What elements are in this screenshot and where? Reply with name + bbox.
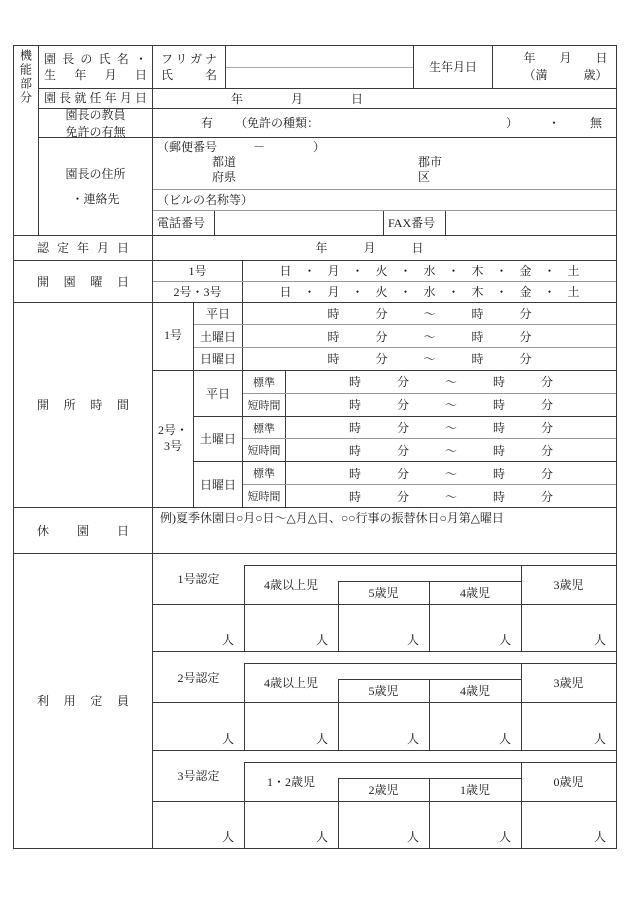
type23-saturday-group: [194, 416, 616, 462]
application-form-table: [13, 45, 617, 849]
standard-label: 標準: [243, 417, 286, 439]
saturday-label: 土曜日: [194, 325, 243, 347]
phone-value-area: [215, 211, 384, 235]
top-right-area: [39, 46, 616, 235]
count-unit: 人: [221, 633, 234, 648]
license-type-label: （免許の種類：: [235, 116, 320, 131]
age-group-label: 4歳以上児: [263, 577, 318, 592]
fax-label: FAX番号: [384, 211, 446, 235]
hours-type23-group: [153, 371, 616, 507]
fax-value-area: [446, 211, 616, 235]
weekday-standard-time: 時 分 ～ 時 分: [348, 375, 553, 390]
teaching-license-label: 園長の教員 免許の有無: [39, 109, 153, 137]
type23-weekday-group: [194, 371, 616, 416]
short-label: 短時間: [243, 439, 286, 461]
age-sub2-label: 4歳児: [459, 585, 490, 600]
age-sub2-label: 4歳児: [459, 684, 490, 699]
count-unit: 人: [498, 731, 511, 746]
weekday-short-time: 時 分 ～ 時 分: [348, 398, 553, 413]
building-name-row: [153, 190, 616, 211]
closed-days-label-cell: 休園日: [14, 508, 153, 553]
section-label-column: [14, 46, 39, 235]
saturday-time: 時 分 ～ 時 分: [327, 329, 532, 344]
count-unit: 人: [221, 731, 234, 746]
address-value-area: [153, 138, 616, 235]
opening-hours-row: [14, 303, 616, 508]
furigana-name-labels: [153, 46, 226, 88]
short-label: 短時間: [243, 394, 286, 416]
address-row: [39, 138, 616, 235]
city-label-1: 郡市: [418, 154, 443, 169]
hours-type1-label: 1号: [153, 303, 194, 370]
capacity-block-type3: [153, 750, 616, 848]
capacity-block-type1: [153, 554, 616, 651]
count-unit: 人: [593, 633, 606, 648]
license-yes: 有: [201, 116, 214, 131]
capacity-type-label: 2号認定: [177, 670, 220, 685]
city-label-2: 区: [418, 170, 431, 185]
type1-sunday-row: [194, 347, 616, 370]
sunday-short-time: 時 分 ～ 時 分: [348, 489, 553, 504]
count-unit: 人: [593, 830, 606, 844]
teaching-license-value: [153, 109, 616, 137]
license-separator: ・: [547, 116, 560, 131]
weekday-label: 平日: [194, 371, 243, 416]
count-unit: 人: [498, 633, 511, 648]
appointment-date-value: 年 月 日: [231, 91, 364, 106]
birthdate-value-area: [493, 46, 616, 88]
saturday-short-time: 時 分 ～ 時 分: [348, 443, 553, 458]
open-days-row: [14, 261, 616, 303]
weekday-time: 時 分 ～ 時 分: [327, 307, 532, 322]
age-right-label: 3歳児: [553, 577, 584, 592]
count-unit: 人: [406, 633, 419, 648]
birthdate-ymd: 年 月 日: [523, 51, 608, 66]
standard-label: 標準: [243, 371, 286, 393]
prefecture-label-1: 都道: [212, 154, 237, 169]
certification-date-label-cell: 認定年月日: [14, 236, 153, 260]
type23-sunday-group: [194, 461, 616, 507]
director-name-row: [39, 46, 616, 89]
capacity-label-cell: 利用定員: [14, 554, 153, 848]
type1-saturday-row: [194, 324, 616, 347]
sunday-label: 日曜日: [194, 348, 243, 370]
age-sub1-label: 5歳児: [368, 684, 399, 699]
saturday-standard-time: 時 分 ～ 時 分: [348, 421, 553, 435]
phone-fax-row: [153, 211, 616, 235]
count-unit: 人: [406, 731, 419, 746]
age-group-label: 4歳以上児: [263, 676, 318, 691]
capacity-block-type2: [153, 651, 616, 749]
type1-label: 1号: [153, 261, 243, 281]
count-unit: 人: [498, 830, 511, 844]
sunday-label: 日曜日: [194, 462, 243, 507]
type23-days: 日 ・ 月 ・ 火 ・ 水 ・ 木 ・ 金 ・ 土: [279, 285, 580, 300]
type1-weekday-row: [194, 303, 616, 325]
director-name-label: 園長の氏名・ 生年月日: [39, 46, 153, 88]
postal-address-area: [153, 138, 616, 190]
furigana-label: フリガナ: [161, 51, 217, 66]
closed-days-row: [14, 508, 616, 554]
opening-hours-label-cell: 開所時間: [14, 303, 153, 507]
count-unit: 人: [593, 731, 606, 746]
birthdate-age: （満 歳）: [523, 67, 608, 82]
type1-days: 日 ・ 月 ・ 火 ・ 水 ・ 木 ・ 金 ・ 土: [279, 264, 580, 279]
open-days-type23-row: [153, 282, 616, 302]
capacity-row: [14, 554, 616, 848]
capacity-type-label: 1号認定: [177, 572, 220, 587]
age-sub1-label: 2歳児: [368, 782, 399, 797]
count-unit: 人: [315, 731, 328, 746]
prefecture-label-2: 府県: [212, 170, 237, 185]
standard-label: 標準: [243, 462, 286, 484]
building-name-label: （ビルの名称等）: [157, 193, 254, 208]
section-label: 機能部分: [18, 49, 33, 105]
count-unit: 人: [315, 633, 328, 648]
name-input-area: [226, 46, 414, 88]
open-days-label-cell: 開園曜日: [14, 261, 153, 302]
count-unit: 人: [406, 830, 419, 844]
sunday-standard-time: 時 分 ～ 時 分: [348, 466, 553, 481]
certification-date-row: [14, 236, 616, 261]
capacity-type-label: 3号認定: [177, 769, 220, 784]
open-days-type1-row: [153, 261, 616, 282]
name-label: 氏名: [161, 67, 217, 82]
license-no: 無: [589, 116, 602, 131]
count-unit: 人: [221, 830, 234, 844]
age-group-label: 1・2歳児: [266, 774, 315, 789]
count-unit: 人: [315, 830, 328, 844]
furigana-name-divider: [226, 67, 413, 68]
type23-label: 2号・3号: [153, 282, 243, 302]
saturday-label: 土曜日: [194, 417, 243, 462]
appointment-date-label: 園長就任年月日: [39, 89, 153, 108]
closed-days-example: 例)夏季休園日○月○日～△月△日、○○行事の振替休日○月第△曜日: [160, 511, 504, 526]
age-sub2-label: 1歳児: [459, 782, 490, 797]
address-label: 園長の住所 ・連絡先: [39, 138, 153, 235]
top-section: [14, 46, 616, 236]
sunday-time: 時 分 ～ 時 分: [327, 352, 532, 367]
age-right-label: 0歳児: [553, 774, 584, 789]
weekday-label: 平日: [194, 303, 243, 325]
license-type-close: ）: [505, 116, 518, 131]
age-sub1-label: 5歳児: [368, 585, 399, 600]
hours-type1-group: [153, 303, 616, 371]
hours-type23-label: 2号・3号: [153, 371, 194, 507]
certification-date-value: 年 月 日: [315, 241, 424, 256]
postal-code: （郵便番号 － ）: [157, 139, 326, 154]
teaching-license-row: [39, 109, 616, 138]
phone-label: 電話番号: [153, 211, 215, 235]
age-right-label: 3歳児: [553, 676, 584, 691]
birthdate-label: 生年月日: [414, 46, 493, 88]
short-label: 短時間: [243, 485, 286, 507]
